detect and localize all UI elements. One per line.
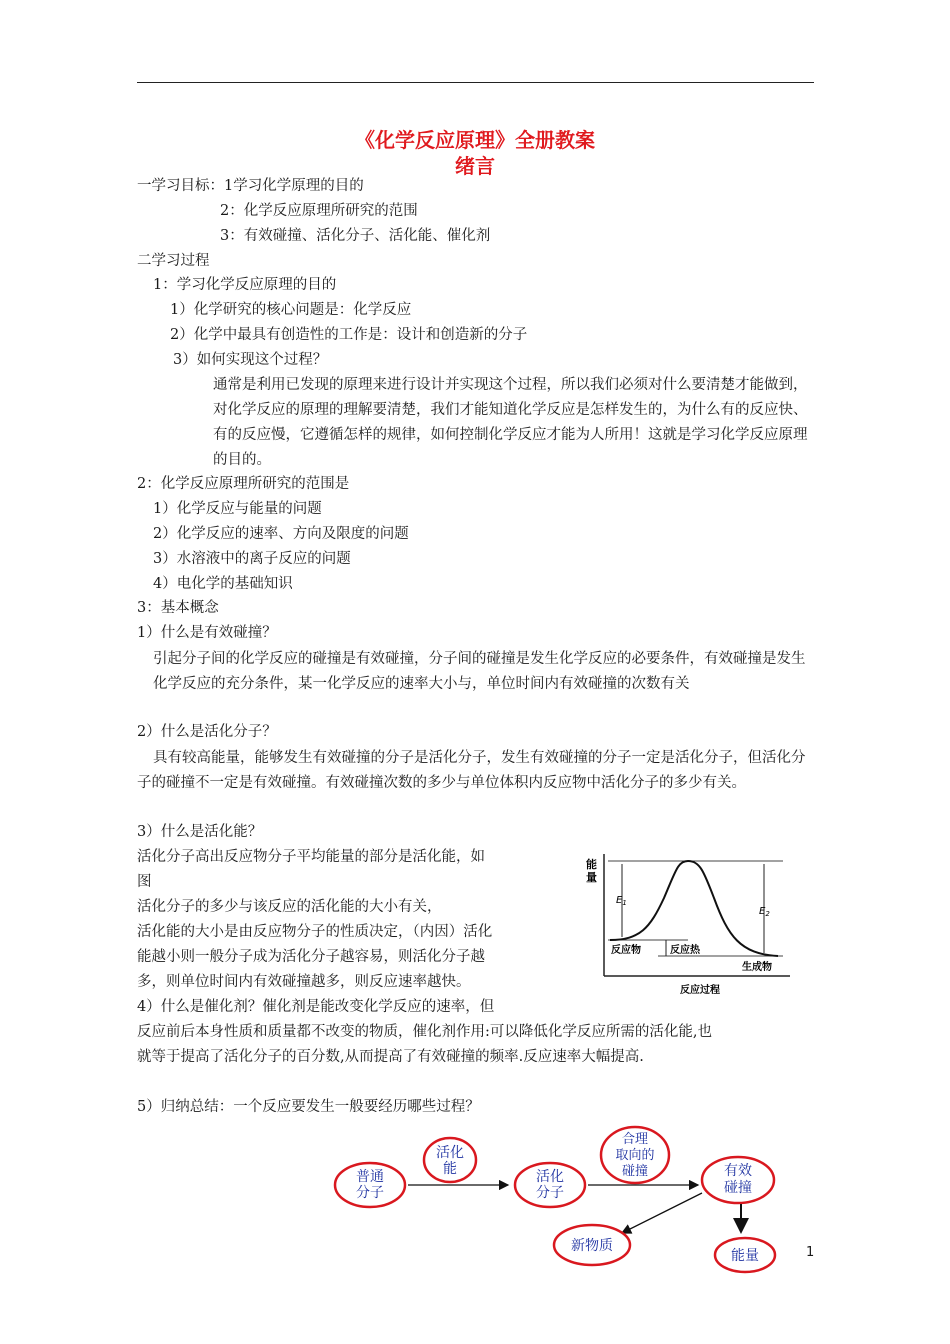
goals-line-3: 3：有效碰撞、活化分子、活化能、催化剂 bbox=[220, 228, 491, 244]
node-ordinary-line-2: 分子 bbox=[356, 1185, 384, 1201]
question-5: 5）归纳总结：一个反应要发生一般要经历哪些过程？ bbox=[137, 1099, 480, 1115]
question-3: 3）什么是活化能？ bbox=[137, 824, 263, 840]
label-oriented-line-2: 取向的 bbox=[615, 1148, 655, 1163]
question-1-answer: 引起分子间的化学反应的碰撞是有效碰撞，分子间的碰撞是发生化学反应的必要条件，有效碰撞是发生化学反应的充分条件，某一化学反应的速率大小与，单位时间内有效碰撞的次数有关 bbox=[153, 651, 806, 692]
question-3-line-3: 活化分子的多少与该反应的活化能的大小有关， bbox=[137, 899, 442, 915]
page-number: 1 bbox=[806, 1245, 815, 1260]
question-4-line-3: 就等于提高了活化分子的百分数,从而提高了有效碰撞的频率.反应速率大幅提高. bbox=[137, 1049, 644, 1065]
reaction-heat-label: 反应热 bbox=[670, 945, 700, 956]
node-new-substance-label: 新物质 bbox=[571, 1238, 613, 1254]
node-ordinary-line-1: 普通 bbox=[356, 1169, 384, 1185]
energy-profile-figure bbox=[578, 848, 818, 998]
section-1-item-2: 2）化学中最具有创造性的工作是：设计和创造新的分子 bbox=[170, 327, 528, 343]
y-axis-label-2: 量 bbox=[586, 871, 597, 884]
node-activated-line-1: 活化 bbox=[536, 1169, 564, 1185]
page-subtitle: 绪言 bbox=[455, 154, 495, 178]
goals-line-2: 2：化学反应原理所研究的范围 bbox=[220, 203, 418, 219]
question-1: 1）什么是有效碰撞？ bbox=[137, 625, 277, 641]
e2-label: $E_2$ bbox=[759, 906, 770, 918]
label-oriented-line-1: 合理 bbox=[621, 1132, 649, 1147]
question-3-line-4: 活化能的大小是由反应物分子的性质决定，（内因）活化 bbox=[137, 924, 493, 940]
question-4-line-1: 4）什么是催化剂？催化剂是能改变化学反应的速率，但 bbox=[137, 999, 495, 1015]
section-3-heading: 3：基本概念 bbox=[137, 600, 219, 616]
arrow-to-new-substance bbox=[622, 1193, 702, 1233]
section-1-item-3: 3）如何实现这个过程？ bbox=[173, 352, 328, 368]
node-energy-label: 能量 bbox=[731, 1248, 759, 1264]
reaction-process-diagram bbox=[320, 1125, 790, 1275]
question-4-line-2: 反应前后本身性质和质量都不改变的物质，催化剂作用:可以降低化学反应所需的活化能,也 bbox=[137, 1024, 712, 1040]
node-effective-line-2: 碰撞 bbox=[724, 1180, 752, 1196]
e1-label: $E_1$ bbox=[616, 895, 627, 907]
label-activation-line-2: 能 bbox=[443, 1161, 457, 1177]
question-2: 2）什么是活化分子？ bbox=[137, 724, 277, 740]
node-activated-line-2: 分子 bbox=[536, 1185, 564, 1201]
y-axis-label-1: 能 bbox=[586, 858, 597, 871]
question-3-line-1: 活化分子高出反应物分子平均能量的部分是活化能，如 bbox=[137, 849, 485, 865]
label-oriented-line-3: 碰撞 bbox=[621, 1164, 649, 1179]
x-axis-label: 反应过程 bbox=[680, 985, 720, 996]
question-3-line-6: 多，则单位时间内有效碰撞越多，则反应速率越快。 bbox=[137, 974, 471, 990]
process-heading: 二学习过程 bbox=[137, 253, 210, 269]
section-1-heading: 1：学习化学反应原理的目的 bbox=[153, 277, 337, 293]
question-3-line-5: 能越小则一般分子成为活化分子越容易，则活化分子越 bbox=[137, 949, 485, 965]
question-3-line-2: 图 bbox=[137, 874, 152, 890]
header-rule bbox=[137, 82, 814, 83]
page-title: 《化学反应原理》全册教案 bbox=[355, 128, 595, 152]
section-2-item-3: 3）水溶液中的离子反应的问题 bbox=[153, 551, 351, 567]
question-2-answer: 具有较高能量，能够发生有效碰撞的分子是活化分子，发生有效碰撞的分子一定是活化分子，但活化分子的碰撞不一定是有效碰撞。有效碰撞次数的多少与单位体积内反应物中活化分子的多少有关。 bbox=[137, 750, 806, 791]
product-label: 生成物 bbox=[742, 962, 772, 973]
goals-line-1: 一学习目标：1学习化学原理的目的 bbox=[137, 178, 364, 194]
label-activation-line-1: 活化 bbox=[436, 1145, 464, 1161]
reactant-label: 反应物 bbox=[611, 945, 641, 956]
section-2-item-1: 1）化学反应与能量的问题 bbox=[153, 501, 322, 517]
section-2-item-2: 2）化学反应的速率、方向及限度的问题 bbox=[153, 526, 409, 542]
energy-curve bbox=[610, 861, 778, 956]
section-1-item-1: 1）化学研究的核心问题是：化学反应 bbox=[170, 302, 412, 318]
node-effective-line-1: 有效 bbox=[724, 1163, 752, 1179]
section-1-paragraph: 通常是利用已发现的原理来进行设计并实现这个过程，所以我们必须对什么要清楚才能做到，对化学反应的原理的理解要清楚，我们才能知道化学反应是怎样发生的，为什么有的反应快、有的反应慢，它遵循怎样的规律，如何控制化学反应才能为人所用！这就是学习化学反应原理的目的。 bbox=[213, 377, 808, 468]
section-2-heading: 2：化学反应原理所研究的范围是 bbox=[137, 476, 350, 492]
section-2-item-4: 4）电化学的基础知识 bbox=[153, 576, 293, 592]
